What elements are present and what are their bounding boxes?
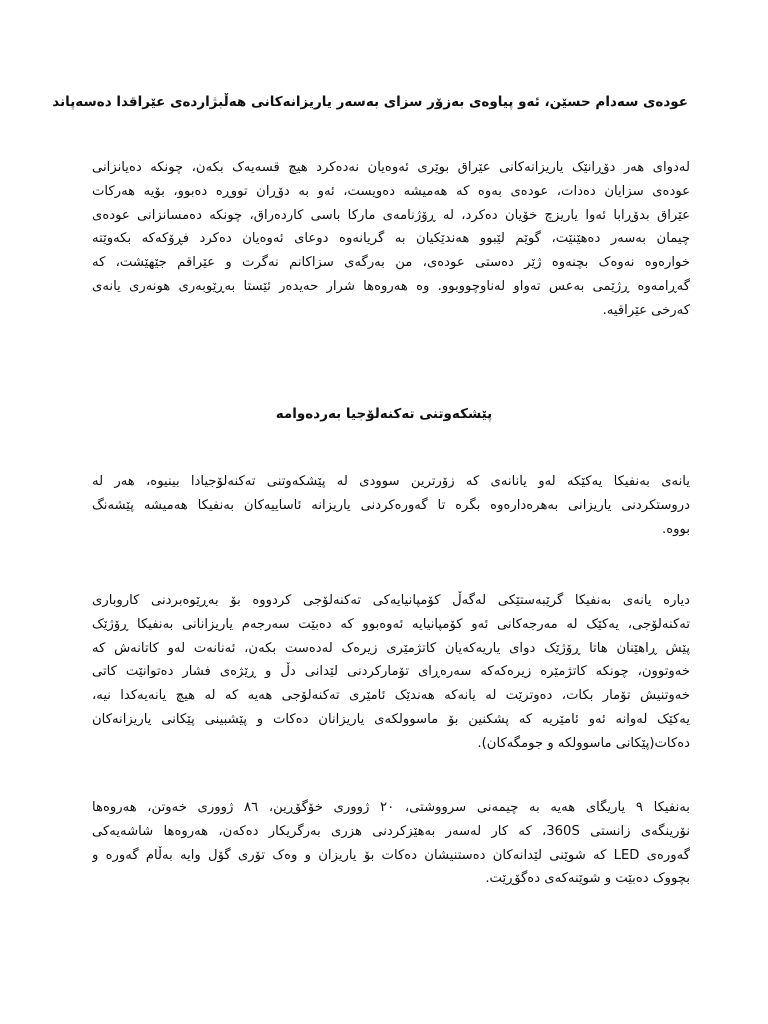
text-line: دەکات(پێکانی ماسوولکە و جومگەکان).: [477, 735, 690, 751]
paragraph-benfica-intro: [92, 470, 690, 541]
text-line: لەدوای هەر دۆڕانێک یاریزانەکانی عێراق بوێری ئەوەیان نەدەکرد هیچ قسەیەک بکەن، چونکە دەیانزانی: [92, 160, 690, 175]
text-line: دیارە یانەی بەنفیکا گرێبەستێکی لەگەڵ کۆمپانیایەکی تەکنەلۆجی کردووە بۆ بەڕێوەبردنی کاروباری: [92, 593, 690, 608]
paragraph-benfica-smartwatch: [92, 589, 690, 756]
text-line: گەڕامەوە ڕژێمی بەعس تەواو لەناوچووبوو. وە هەروەها شرار حەیدەر ئێستا بەڕێوبەری هونەری یانەی: [92, 278, 690, 294]
text-line: یانەی بەنفیکا یەکێکە لەو یانانەی کە زۆرترین سوودی لە پێشکەوتنی تەکنەلۆجیادا بینیوە، هەر لە: [92, 474, 690, 489]
document-title: عودەی سەدام حسێن، ئەو پیاوەی بەزۆر سزای بەسەر یاریزانەکانی هەڵبژاردەی عێراقدا دەسەپاند: [52, 94, 688, 110]
text-line: بووە.: [662, 521, 690, 537]
text-line: نۆرینگەی زانستی 360S، کە کار لەسەر بەهێزکردنی هزری بەرگریکار دەکەن، هەروەها شاشەیەکی: [92, 823, 690, 839]
paragraph-benfica-facilities: [92, 796, 690, 891]
text-line: بچووک دەبێت و شوێنەکەی دەگۆڕێت.: [485, 871, 690, 887]
text-line: کەرخی عێراقیە.: [602, 302, 690, 318]
text-line: دروستکردنی یاریزانی بەهرەدارەوە بگرە تا گەورەکردنی یاریزانە ئاساییەکان بەنفیکا هەمیشە پێشەنگ: [92, 497, 690, 513]
text-line: عێراق بدۆڕابا ئەوا یاریزچ خۆیان دەکرد، لە ڕۆژنامەی مارکا باسی کاردەراق، چونکە دەمسانزانی عودەی: [92, 207, 690, 223]
text-line: پێش ڕاهێنان هاتا ڕۆژێک دوای یاریەکەیان کاتژمێری زیرەک لەدەست بکەن، ئەنانەت لەو کاتانەش کە: [92, 640, 690, 656]
section-heading: پێشکەوتنی تەکنەلۆجیا بەردەوامە: [275, 406, 493, 422]
paragraph-odai-punishments: [92, 156, 690, 323]
text-line: بەنفیکا ٩ یاریگای هەیە بە چیمەنی سرووشتی، ٢٠ ژووری خۆگۆڕین، ٨٦ ژووری خەوتن، هەروەها: [92, 800, 690, 815]
text-line: چیمان بەسەر دەهێنێت، گوێم لێبوو هەندێکیان بە گریانەوە دوعای ئەوەیان دەکرد فڕۆکەکە بکەوێتە: [92, 231, 690, 247]
text-line: خەوتوون، چونکە کاتژمێرە زیرەکەکە سەرەڕای تۆمارکردنی لێدانی دڵ و ڕێژەی فشار دەتوانێت کاتی: [92, 664, 690, 680]
text-line: تەکنەلۆجی، یەکێک لە مەرجەکانی ئەو کۆمپانیایە ئەوەبوو کە دەبێت سەرجەم یاریزانانی بەنفیکا ڕۆژێک: [92, 616, 690, 632]
text-line: یەکێک لەوانە ئەو ئامێریە کە پشکنین بۆ ماسوولکەی یاریزانان دەکات و پێشبینی پێکانی یاریزانەکان: [92, 711, 690, 727]
text-line: عودەی سزایان دەدات، عودەی بەوە کە هەمیشە دەویست، ئەو بە دۆڕان تووڕە دەبوو، بۆیە هەرکات: [92, 183, 690, 199]
text-line: گەورەی LED کە شوێنی لێدانەکان دەستنیشان دەکات بۆ یاریزان و وەک تۆری گۆل وایە بەڵام گەورە و: [92, 847, 690, 863]
text-line: خوارەوە نەوەک بچنەوە ژێر دەستی عودەی، من بەرگەی سزاکانم نەگرت و عێراقم جێهێشت، کە: [92, 255, 690, 271]
text-line: خەوتنیش تۆمار بکات، دەوترێت لە یانەکە هەندێک ئامێری تەکنەلۆجی هەیە کە لە هیچ یانەیەکدا نیە،: [92, 688, 690, 704]
